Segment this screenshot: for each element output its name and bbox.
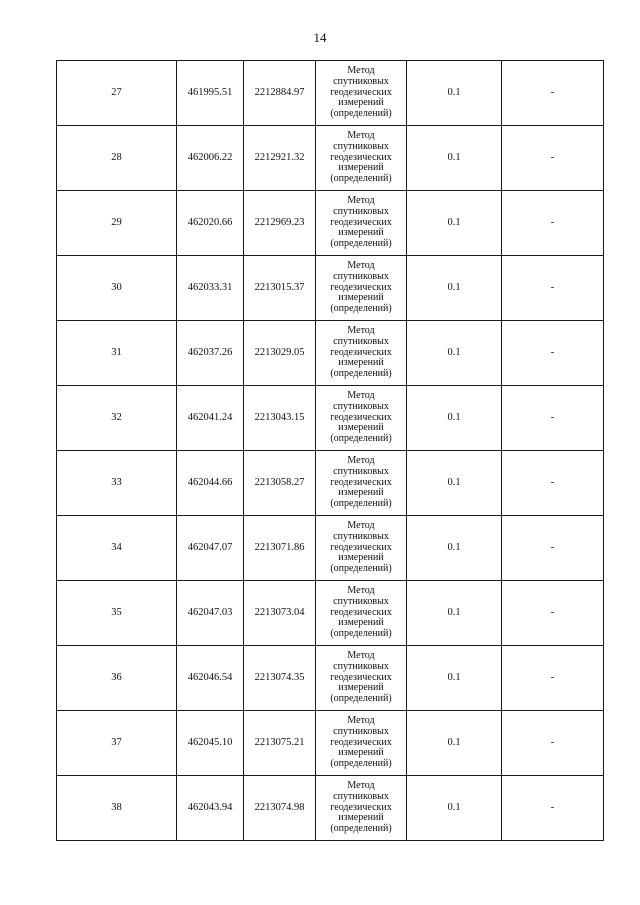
method-line: (определений)	[330, 433, 392, 445]
accuracy-cell: 0.1	[407, 581, 502, 646]
point-number-cell: 35	[57, 581, 177, 646]
method-line: спутниковых	[333, 400, 389, 412]
point-number-cell: 38	[57, 776, 177, 841]
method-line: спутниковых	[333, 595, 389, 607]
page-number: 14	[313, 30, 327, 45]
x-coordinate-cell: 462047.03	[177, 581, 244, 646]
x-coordinate-cell: 462006.22	[177, 126, 244, 191]
accuracy-cell: 0.1	[407, 711, 502, 776]
table-row	[57, 451, 604, 516]
y-coordinate-cell: 2213029.05	[244, 321, 316, 386]
method-line: измерений	[338, 552, 384, 564]
method-cell	[316, 516, 407, 581]
point-number-cell: 36	[57, 646, 177, 711]
method-line: Метод	[347, 714, 375, 726]
note-cell: -	[502, 321, 604, 386]
method-line: спутниковых	[333, 75, 389, 87]
accuracy-cell: 0.1	[407, 321, 502, 386]
method-line: измерений	[338, 292, 384, 304]
note-cell: -	[502, 191, 604, 256]
table-row	[57, 646, 604, 711]
method-line: геодезических	[330, 151, 392, 163]
y-coordinate-cell: 2213075.21	[244, 711, 316, 776]
note-cell: -	[502, 776, 604, 841]
method-cell	[316, 646, 407, 711]
y-coordinate-cell: 2212884.97	[244, 61, 316, 126]
method-line: Метод	[347, 454, 375, 466]
method-cell	[316, 321, 407, 386]
method-line: геодезических	[330, 606, 392, 618]
y-coordinate-cell: 2213074.35	[244, 646, 316, 711]
accuracy-cell: 0.1	[407, 256, 502, 321]
method-line: измерений	[338, 227, 384, 239]
method-line: спутниковых	[333, 335, 389, 347]
method-line: спутниковых	[333, 790, 389, 802]
method-line: Метод	[347, 64, 375, 76]
y-coordinate-cell: 2213043.15	[244, 386, 316, 451]
method-cell	[316, 256, 407, 321]
table-row	[57, 191, 604, 256]
method-line: геодезических	[330, 346, 392, 358]
accuracy-cell: 0.1	[407, 191, 502, 256]
method-line: геодезических	[330, 411, 392, 423]
x-coordinate-cell: 462044.66	[177, 451, 244, 516]
point-number-cell: 34	[57, 516, 177, 581]
method-line: геодезических	[330, 476, 392, 488]
note-cell: -	[502, 386, 604, 451]
method-line: геодезических	[330, 86, 392, 98]
method-line: спутниковых	[333, 660, 389, 672]
method-line: Метод	[347, 584, 375, 596]
y-coordinate-cell: 2213058.27	[244, 451, 316, 516]
point-number-cell: 32	[57, 386, 177, 451]
x-coordinate-cell: 462046.54	[177, 646, 244, 711]
table-row	[57, 256, 604, 321]
method-line: (определений)	[330, 693, 392, 705]
method-line: геодезических	[330, 281, 392, 293]
table-row	[57, 711, 604, 776]
y-coordinate-cell: 2212921.32	[244, 126, 316, 191]
method-line: измерений	[338, 812, 384, 824]
method-line: спутниковых	[333, 725, 389, 737]
method-cell	[316, 711, 407, 776]
method-line: (определений)	[330, 758, 392, 770]
accuracy-cell: 0.1	[407, 386, 502, 451]
method-line: (определений)	[330, 628, 392, 640]
x-coordinate-cell: 462041.24	[177, 386, 244, 451]
table-row	[57, 386, 604, 451]
method-line: спутниковых	[333, 140, 389, 152]
point-number-cell: 28	[57, 126, 177, 191]
note-cell: -	[502, 61, 604, 126]
method-line: Метод	[347, 779, 375, 791]
method-line: измерений	[338, 682, 384, 694]
method-line: (определений)	[330, 498, 392, 510]
y-coordinate-cell: 2213073.04	[244, 581, 316, 646]
method-line: спутниковых	[333, 530, 389, 542]
table-row	[57, 581, 604, 646]
method-line: Метод	[347, 649, 375, 661]
method-cell	[316, 386, 407, 451]
method-line: измерений	[338, 617, 384, 629]
point-number-cell: 33	[57, 451, 177, 516]
point-number-cell: 37	[57, 711, 177, 776]
x-coordinate-cell: 461995.51	[177, 61, 244, 126]
method-line: измерений	[338, 357, 384, 369]
table-row	[57, 61, 604, 126]
x-coordinate-cell: 462037.26	[177, 321, 244, 386]
method-line: геодезических	[330, 801, 392, 813]
method-line: геодезических	[330, 541, 392, 553]
x-coordinate-cell: 462033.31	[177, 256, 244, 321]
method-line: (определений)	[330, 108, 392, 120]
x-coordinate-cell: 462020.66	[177, 191, 244, 256]
y-coordinate-cell: 2213071.86	[244, 516, 316, 581]
method-line: Метод	[347, 519, 375, 531]
note-cell: -	[502, 711, 604, 776]
method-line: измерений	[338, 97, 384, 109]
note-cell: -	[502, 126, 604, 191]
method-line: геодезических	[330, 671, 392, 683]
x-coordinate-cell: 462045.10	[177, 711, 244, 776]
table-row	[57, 126, 604, 191]
method-cell	[316, 126, 407, 191]
accuracy-cell: 0.1	[407, 776, 502, 841]
method-cell	[316, 191, 407, 256]
note-cell: -	[502, 256, 604, 321]
method-line: Метод	[347, 129, 375, 141]
table-row	[57, 321, 604, 386]
method-line: измерений	[338, 422, 384, 434]
point-number-cell: 29	[57, 191, 177, 256]
method-line: (определений)	[330, 823, 392, 835]
x-coordinate-cell: 462043.94	[177, 776, 244, 841]
method-cell	[316, 581, 407, 646]
accuracy-cell: 0.1	[407, 61, 502, 126]
point-number-cell: 30	[57, 256, 177, 321]
method-cell	[316, 61, 407, 126]
method-line: Метод	[347, 389, 375, 401]
method-line: Метод	[347, 259, 375, 271]
method-cell	[316, 451, 407, 516]
method-line: (определений)	[330, 563, 392, 575]
note-cell: -	[502, 646, 604, 711]
method-line: геодезических	[330, 216, 392, 228]
note-cell: -	[502, 581, 604, 646]
note-cell: -	[502, 451, 604, 516]
coordinates-table-body	[57, 61, 604, 841]
method-line: (определений)	[330, 368, 392, 380]
point-number-cell: 27	[57, 61, 177, 126]
y-coordinate-cell: 2212969.23	[244, 191, 316, 256]
method-line: Метод	[347, 324, 375, 336]
accuracy-cell: 0.1	[407, 451, 502, 516]
method-line: спутниковых	[333, 465, 389, 477]
method-line: Метод	[347, 194, 375, 206]
accuracy-cell: 0.1	[407, 126, 502, 191]
coordinates-table	[56, 60, 604, 841]
method-line: (определений)	[330, 173, 392, 185]
method-cell	[316, 776, 407, 841]
table-row	[57, 776, 604, 841]
method-line: (определений)	[330, 303, 392, 315]
accuracy-cell: 0.1	[407, 646, 502, 711]
method-line: (определений)	[330, 238, 392, 250]
method-line: измерений	[338, 162, 384, 174]
method-line: спутниковых	[333, 270, 389, 282]
method-line: геодезических	[330, 736, 392, 748]
point-number-cell: 31	[57, 321, 177, 386]
method-line: измерений	[338, 747, 384, 759]
accuracy-cell: 0.1	[407, 516, 502, 581]
method-line: измерений	[338, 487, 384, 499]
note-cell: -	[502, 516, 604, 581]
table-row	[57, 516, 604, 581]
x-coordinate-cell: 462047.07	[177, 516, 244, 581]
method-line: спутниковых	[333, 205, 389, 217]
y-coordinate-cell: 2213015.37	[244, 256, 316, 321]
y-coordinate-cell: 2213074.98	[244, 776, 316, 841]
